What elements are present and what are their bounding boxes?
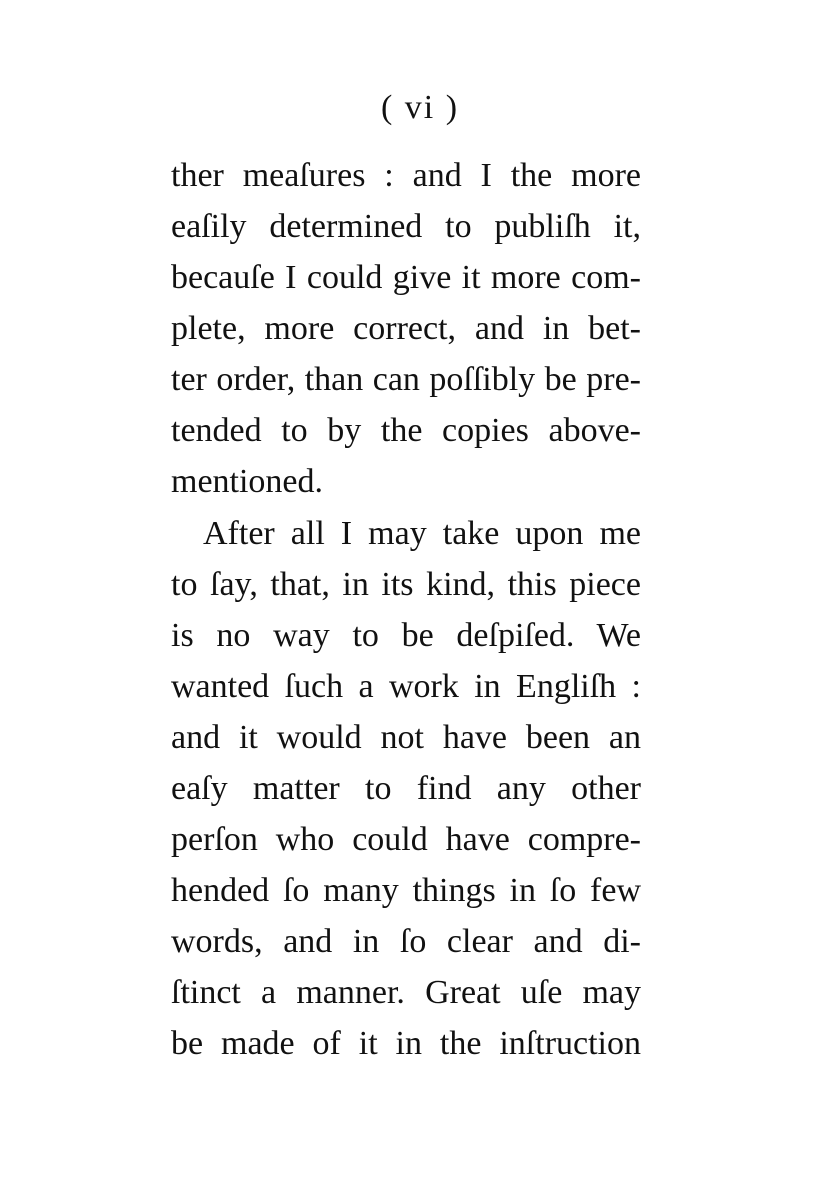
text-line: words, and in ſo clear and di- bbox=[171, 923, 641, 960]
text-line: eaſy matter to find any other bbox=[171, 770, 641, 807]
text-line: and it would not have been an bbox=[171, 719, 641, 756]
text-line: ther meaſures : and I the more bbox=[171, 157, 641, 194]
paragraph-2 bbox=[171, 508, 641, 1069]
text-line: ter order, than can poſſibly be pre- bbox=[171, 361, 641, 398]
text-line: eaſily determined to publiſh it, bbox=[171, 208, 641, 245]
text-line: becauſe I could give it more com- bbox=[171, 259, 641, 296]
text-line: be made of it in the inſtruction bbox=[171, 1025, 641, 1062]
text-line: plete, more correct, and in bet- bbox=[171, 310, 641, 347]
text-line: hended ſo many things in ſo few bbox=[171, 872, 641, 909]
page-header: ( vi ) bbox=[380, 89, 460, 126]
text-line: perſon who could have compre- bbox=[171, 821, 641, 858]
text-line: to ſay, that, in its kind, this piece bbox=[171, 566, 641, 603]
text-line: After all I may take upon me bbox=[203, 515, 641, 552]
text-line: mentioned. bbox=[171, 463, 324, 500]
text-line: ſtinct a manner. Great uſe may bbox=[171, 974, 641, 1011]
text-line: tended to by the copies above- bbox=[171, 412, 641, 449]
text-line: wanted ſuch a work in Engliſh : bbox=[171, 668, 641, 705]
paragraph-1 bbox=[171, 150, 641, 507]
text-line: is no way to be deſpiſed. We bbox=[171, 617, 641, 654]
